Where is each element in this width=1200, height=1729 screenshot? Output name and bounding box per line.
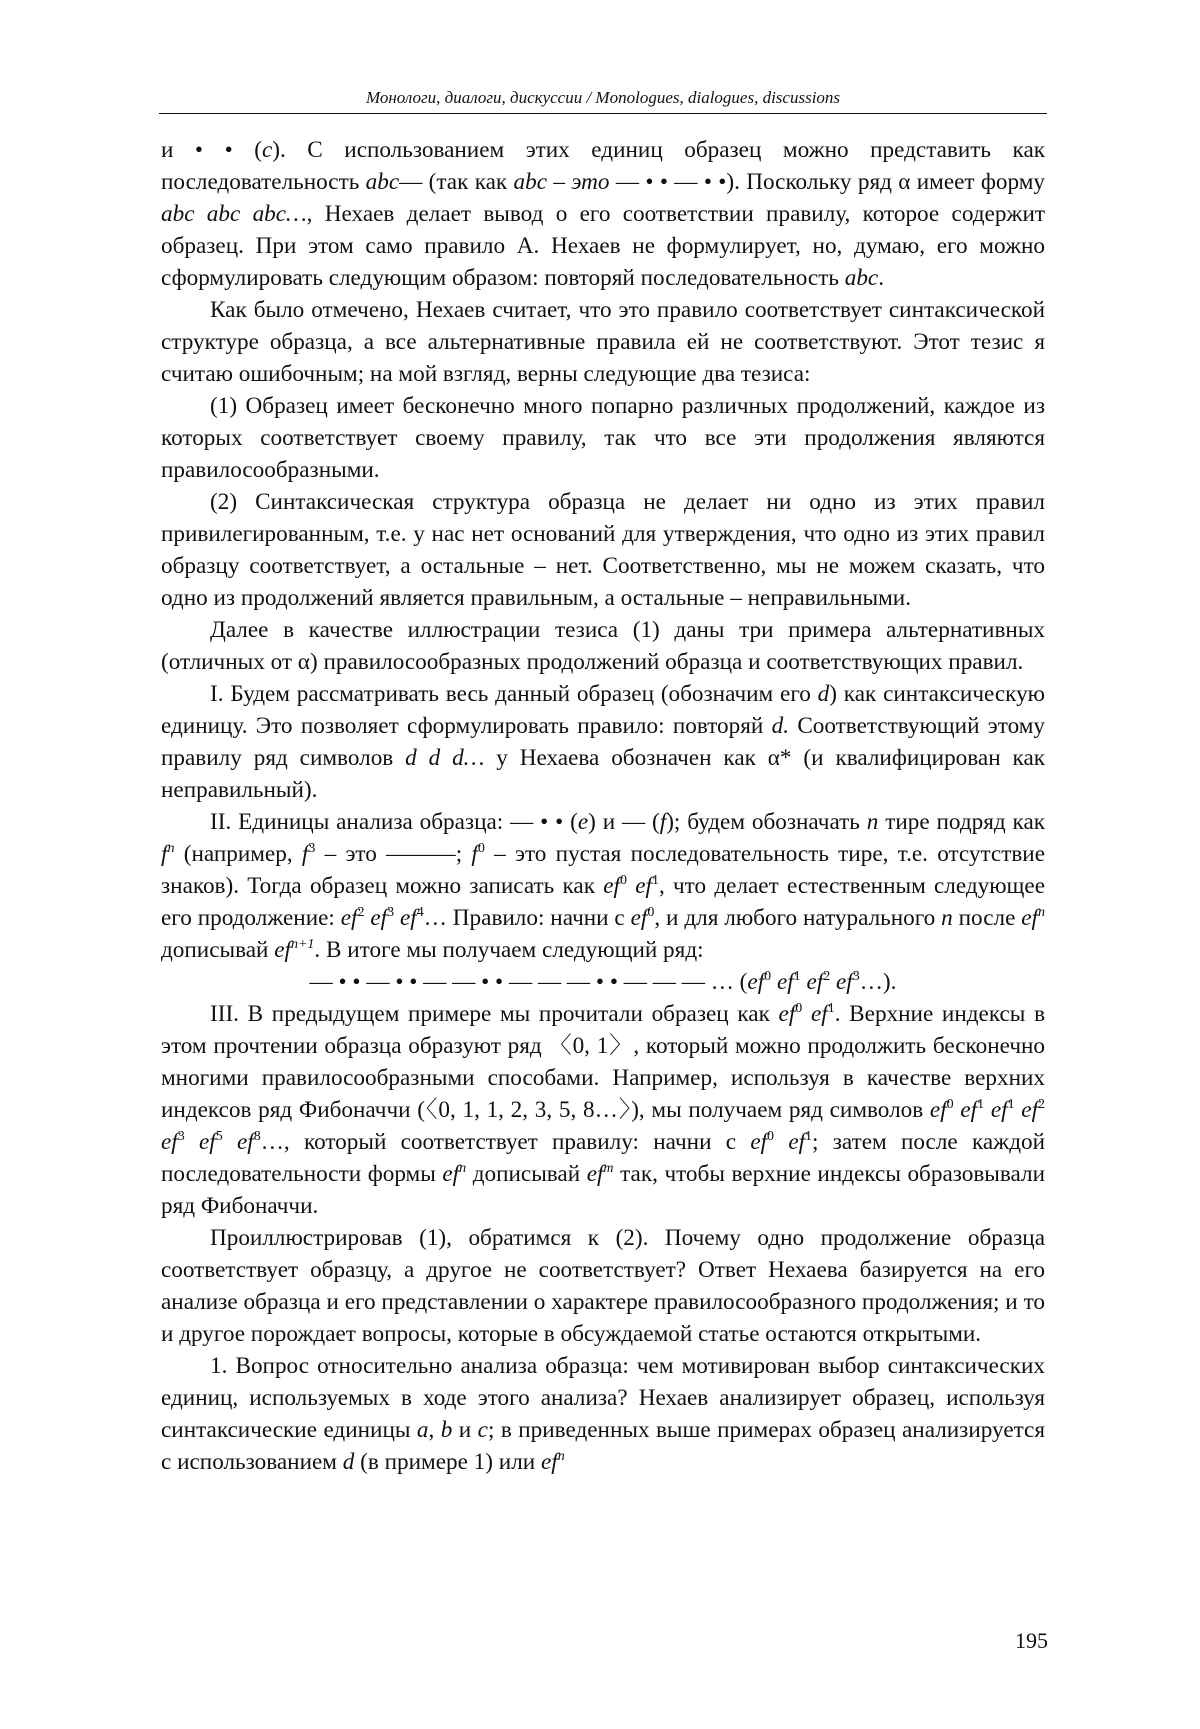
paragraph-thesis-1: (1) Образец имеет бесконечно много попарно различных продолжений, каждое из которых соответствует своему правилу, так что все эти продолжения являются правилосообразными. (161, 393, 1045, 483)
text: после (952, 905, 1022, 931)
paragraph-example-1 (161, 678, 1045, 806)
italic-term: ef (370, 905, 388, 931)
superscript: 1 (977, 1097, 985, 1112)
italic-term: f (301, 841, 309, 867)
superscript: n (1038, 905, 1045, 920)
italic-term: ef (990, 1097, 1008, 1123)
superscript: 0 (767, 1129, 775, 1144)
text: ) как синтаксическую единицу. Это позволяет сформулировать правило: повторяй (161, 681, 1045, 739)
page-number: 195 (1015, 1628, 1048, 1653)
superscript: 3 (387, 905, 395, 920)
italic-term: ef (1021, 1097, 1039, 1123)
superscript: n (557, 1449, 565, 1464)
text: – это ———; (315, 841, 472, 867)
text: (в примере 1) или (354, 1449, 541, 1475)
italic-term: n (941, 905, 953, 931)
italic-term: ef (1021, 905, 1038, 931)
text: дописывай (161, 937, 275, 963)
superscript: 1 (827, 1001, 835, 1016)
text: ; в приведенных выше примерах образец анализируется с использованием (161, 1417, 1045, 1475)
text: дописывай (466, 1161, 587, 1187)
superscript: 1 (805, 1129, 813, 1144)
superscript: n+1 (290, 937, 315, 952)
italic-term: d. (771, 713, 789, 739)
italic-term: c (477, 1417, 488, 1443)
text: 1. Вопрос относительно анализа образца: чем мотивирован выбор синтаксических единиц, используемых в ходе этого анализа? Нехаев анализирует образец, используя синтаксические единицы (161, 1353, 1045, 1443)
italic-term: ef (400, 905, 417, 931)
italic-term: a (416, 1417, 429, 1443)
running-header: Монологи, диалоги, дискуссии / Monologues, dialogues, discussions (365, 88, 841, 107)
superscript: 8 (253, 1129, 261, 1144)
text: и • • ( (161, 137, 262, 163)
text: ). С использованием этих единиц образец можно представить как последовательность (161, 137, 1045, 195)
italic-term: c (261, 137, 273, 163)
text: … Правило: начни с (423, 905, 631, 931)
text: I. Будем рассматривать весь данный образец (обозначим его (210, 681, 818, 707)
italic-term: abc (365, 169, 400, 195)
italic-term: ef (836, 969, 853, 995)
italic-term: ef (960, 1097, 978, 1123)
italic-term: d d d… (405, 745, 485, 771)
text: ) и — ( (588, 809, 660, 835)
italic-term: f (471, 841, 478, 867)
paragraph-question-1 (161, 1350, 1045, 1478)
paragraph-example-3 (161, 998, 1045, 1222)
text: , (428, 1417, 441, 1443)
italic-term: ef (442, 1161, 460, 1187)
italic-term: n (866, 809, 879, 835)
superscript: 5 (215, 1129, 223, 1144)
superscript: m (603, 1161, 614, 1176)
text: . Верхние индексы в этом прочтении образца образуют ряд 〈0, 1〉, который можно продолжить бесконечно многими правилосообразными способами. Например, используя в качестве верхних индексов ряд Фибоначчи (〈0, 1, 1, 2, 3, 5, 8…〉), мы получаем ряд символов (161, 1001, 1046, 1123)
superscript: 0 (946, 1097, 954, 1112)
italic-term: ef (776, 969, 794, 995)
text: — • • — • • — — • • — — — • • — — — … ( (309, 969, 748, 995)
italic-term: b (440, 1417, 453, 1443)
italic-term: ef (199, 1129, 216, 1155)
italic-term: ef (635, 873, 652, 899)
text: – это пустая последовательность тире, т.е. отсутствие знаков). Тогда образец можно записать как (161, 841, 1045, 899)
superscript: 3 (308, 841, 316, 856)
text: (например, (174, 841, 302, 867)
italic-term: ef (778, 1001, 796, 1027)
paragraph-2: Как было отмечено, Нехаев считает, что это правило соответствует синтаксической структуре образца, а все альтернативные правила ей не соответствуют. Этот тезис я считаю ошибочным; на мой взгляд, верны следующие два тезиса: (161, 297, 1045, 387)
text: тире подряд как (878, 809, 1045, 835)
paragraph-9: Проиллюстрировав (1), обратимся к (2). Почему одно продолжение образца соответствует образцу, а другое не соответствует? Ответ Нехаева базируется на его анализе образца и его представлении о характере правилосообразного продолжения; и то и другое порождает вопросы, которые в обсуждаемой статье остаются открытыми. (161, 1225, 1045, 1347)
italic-term: ef (929, 1097, 947, 1123)
italic-term: ef (161, 1129, 178, 1155)
text: …, который соответствует правилу: начни с (260, 1129, 751, 1155)
italic-term: e (577, 809, 589, 835)
paragraph-thesis-2: (2) Синтаксическая структура образца не делает ни одно из этих правил привилегированным, т.е. у нас нет оснований для утверждения, что одно из этих правил образцу соответствует, а остальные – нет. Соответственно, мы не можем сказать, что одно из продолжений является правильным, а остальные – неправильными. (161, 489, 1045, 611)
superscript: n (167, 841, 175, 856)
text: . (878, 265, 884, 291)
text: , и для любого натурального (654, 905, 942, 931)
italic-term: ef (603, 873, 620, 899)
italic-term: ef (788, 1129, 806, 1155)
italic-term: abc (844, 265, 879, 291)
italic-term: d (817, 681, 830, 707)
text: . В итоге мы получаем следующий ряд: (314, 937, 704, 963)
text: Соответствующий этому правилу ряд символов (161, 713, 1045, 771)
superscript: n (459, 1161, 467, 1176)
italic-term: ef (274, 937, 291, 963)
italic-term: ef (340, 905, 358, 931)
text: так, чтобы верхние индексы образовывали ряд Фибоначчи. (161, 1161, 1045, 1219)
paragraph-1 (161, 134, 1045, 294)
italic-term: abc – это (513, 169, 610, 195)
article-body (161, 134, 1045, 1478)
italic-term: d (342, 1449, 355, 1475)
italic-term: ef (540, 1449, 558, 1475)
text: ); будем обозначать (666, 809, 867, 835)
text: и (452, 1417, 478, 1443)
italic-term: ef (810, 1001, 828, 1027)
superscript: 1 (651, 873, 659, 888)
text: у Нехаева обозначен как α* (и квалифицирован как неправильный). (161, 745, 1045, 803)
italic-term: f (161, 841, 168, 867)
superscript: 1 (1007, 1097, 1015, 1112)
superscript: 2 (1038, 1097, 1046, 1112)
superscript: 3 (177, 1129, 185, 1144)
superscript: 3 (852, 969, 860, 984)
text: III. В предыдущем примере мы прочитали образец как (210, 1001, 779, 1027)
paragraph-example-2 (161, 806, 1045, 966)
superscript: 0 (795, 1001, 803, 1016)
formula-line (161, 966, 1045, 998)
superscript: 4 (416, 905, 424, 920)
text: Нехаев делает вывод о его соответствии правилу, которое содержит образец. При этом само правило А. Нехаев не формулирует, но, думаю, его можно сформулировать следующим образом: повторяй последовательность (161, 201, 1045, 291)
italic-term: f (659, 809, 667, 835)
superscript: 0 (619, 873, 627, 888)
text: — (так как (399, 169, 514, 195)
superscript: 0 (647, 905, 655, 920)
italic-term: ef (237, 1129, 254, 1155)
text: , что делает естественным следующее его продолжение: (161, 873, 1045, 931)
header-rule (159, 113, 1047, 114)
text: …). (859, 969, 897, 995)
italic-term: ef (750, 1129, 768, 1155)
text: — • • — • •). Поскольку ряд α имеет форму (609, 169, 1045, 195)
text: II. Единицы анализа образца: — • • ( (210, 809, 578, 835)
italic-term: abc abc abc…, (161, 201, 313, 227)
text: ; затем после каждой последовательности формы (161, 1129, 1045, 1187)
italic-term: ef (586, 1161, 604, 1187)
italic-term: ef (747, 969, 765, 995)
superscript: 2 (823, 969, 831, 984)
superscript: 0 (477, 841, 485, 856)
italic-term: ef (630, 905, 648, 931)
paragraph-5: Далее в качестве иллюстрации тезиса (1) даны три примера альтернативных (отличных от α) правилосообразных продолжений образца и соответствующих правил. (161, 617, 1045, 675)
superscript: 0 (764, 969, 772, 984)
superscript: 2 (357, 905, 365, 920)
superscript: 1 (793, 969, 801, 984)
italic-term: ef (806, 969, 824, 995)
